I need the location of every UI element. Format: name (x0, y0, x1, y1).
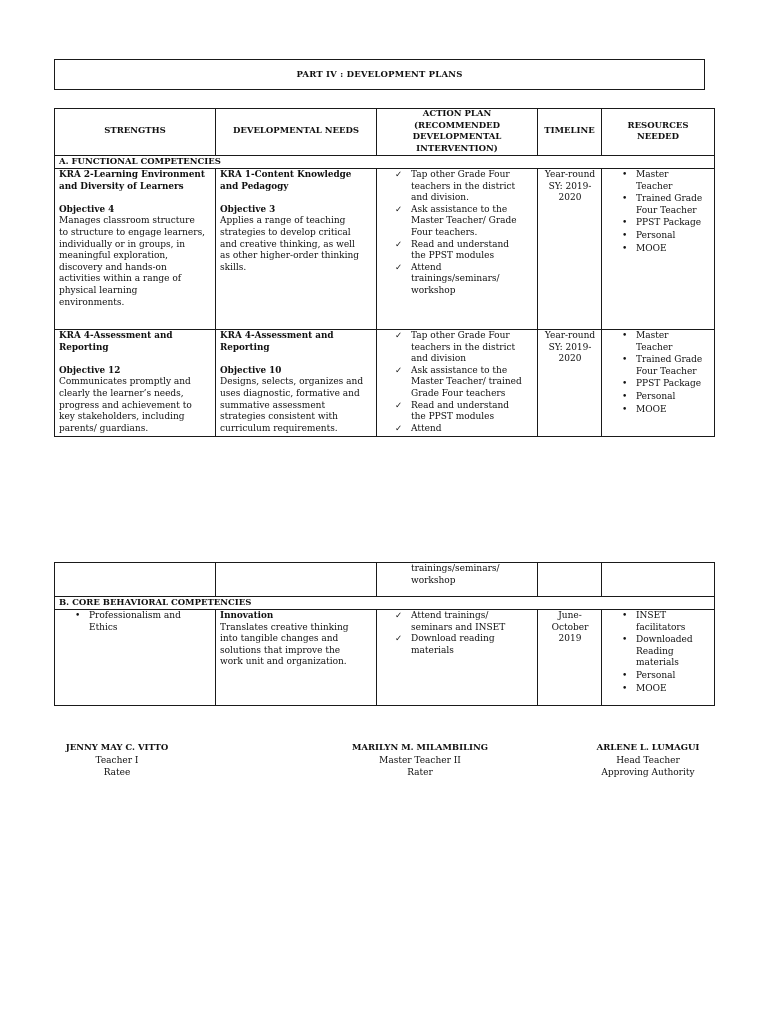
list-item (606, 331, 711, 354)
strength-cell (55, 169, 216, 330)
section-heading-functional-competencies: A. FUNCTIONAL COMPETENCIES (55, 156, 715, 169)
development-plan-table-continued (54, 562, 715, 706)
list-item (381, 634, 534, 657)
empty-cell (216, 563, 377, 597)
strength-description: Communicates promptly and clearly the learner’s needs, progress and achievement to key stakeholders, including parents/ guardians. (59, 377, 192, 434)
developmental-need-cell (216, 169, 377, 330)
signatory-approving-authority (548, 742, 748, 780)
resource-item-text: PPST Package (636, 379, 702, 390)
checkmark-icon (395, 634, 402, 646)
strength-objective: Objective 12 (59, 365, 121, 376)
bullet-icon (75, 611, 80, 623)
list-item (606, 611, 711, 634)
list-item (606, 635, 711, 670)
timeline-text: June- October 2019 (551, 611, 589, 645)
resources-cell (602, 330, 715, 437)
list-item (381, 240, 534, 263)
table-row-continuation (55, 563, 715, 597)
resource-item-text: Master Teacher (636, 170, 673, 192)
resource-item-text: INSET facilitators (636, 611, 686, 633)
bullet-icon (622, 355, 627, 367)
action-plan-cell (377, 563, 538, 597)
table-row (55, 610, 715, 706)
signatory-role: Approving Authority (601, 768, 695, 778)
resource-item-text: Personal (636, 391, 676, 402)
table-row (55, 330, 715, 437)
bullet-icon (622, 635, 627, 647)
need-description: Applies a range of teaching strategies to develop critical and creative thinking, as well as other higher-order thinking skills. (220, 216, 360, 273)
list-item (606, 170, 711, 193)
strength-cell (55, 610, 216, 706)
bullet-icon (622, 331, 627, 343)
action-plan-list (381, 331, 534, 435)
section-row-core (55, 597, 715, 610)
header-strengths: STRENGTHS (55, 109, 216, 156)
signatory-role: Rater (407, 768, 433, 778)
resources-list (606, 170, 711, 255)
empty-cell (602, 563, 715, 597)
signatory-position: Teacher I (95, 755, 139, 766)
checkmark-icon (395, 240, 402, 252)
list-item (381, 401, 534, 424)
timeline-text: Year-round SY: 2019- 2020 (544, 331, 596, 365)
action-plan-list (381, 611, 534, 657)
list-item (606, 379, 711, 391)
resources-list (606, 331, 711, 416)
resource-item-text: Master Teacher (636, 331, 673, 353)
strength-item-text: Professionalism and Ethics (89, 611, 181, 633)
checkmark-icon (395, 366, 402, 378)
action-plan-item-text: Read and understand the PPST modules (411, 239, 510, 262)
need-objective: Objective 3 (220, 204, 276, 215)
resource-item-text: Personal (636, 670, 676, 681)
checkmark-icon (395, 205, 402, 217)
action-plan-continued-text: trainings/seminars/ workshop (411, 564, 500, 586)
resource-item-text: MOOE (636, 243, 667, 254)
bullet-icon (622, 170, 627, 182)
checkmark-icon (395, 424, 402, 436)
strength-cell (55, 330, 216, 437)
list-item (381, 424, 534, 436)
header-action-plan: ACTION PLAN (RECOMMENDED DEVELOPMENTAL INTERVENTION) (377, 109, 538, 156)
resources-cell (602, 169, 715, 330)
list-item (606, 355, 711, 378)
checkmark-icon (395, 170, 402, 182)
bullet-icon (622, 244, 627, 256)
action-plan-item-text: Ask assistance to the Master Teacher/ Grade Four teachers. (411, 204, 517, 238)
strength-objective: Objective 4 (59, 204, 115, 215)
bullet-icon (622, 194, 627, 206)
action-plan-item-text: Read and understand the PPST modules (411, 400, 510, 423)
timeline-cell (538, 330, 602, 437)
need-kra: KRA 4-Assessment and Reporting (220, 331, 334, 353)
bullet-icon (622, 218, 627, 230)
developmental-need-cell (216, 330, 377, 437)
signatory-name: JENNY MAY C. VITTO (65, 743, 169, 753)
header-resources-needed: RESOURCES NEEDED (602, 109, 715, 156)
bullet-icon (622, 405, 627, 417)
action-plan-list (381, 170, 534, 298)
signatory-position: Head Teacher (616, 755, 680, 766)
resources-list (606, 611, 711, 695)
action-plan-item-text: Download reading materials (411, 634, 495, 656)
need-description: Designs, selects, organizes and uses diagnostic, formative and summative assessment strategies consistent with curriculum requirements. (220, 377, 364, 434)
empty-cell (538, 563, 602, 597)
action-plan-item-text: Tap other Grade Four teachers in the district and division (411, 331, 516, 365)
list-item (606, 194, 711, 217)
strength-kra: KRA 4-Assessment and Reporting (59, 331, 173, 353)
need-description: Translates creative thinking into tangible changes and solutions that improve the work unit and organization. (220, 622, 349, 668)
page-title-box (54, 59, 705, 90)
list-item (606, 684, 711, 696)
list-item (381, 366, 534, 401)
action-plan-cell (377, 330, 538, 437)
signatory-role: Ratee (103, 768, 131, 778)
action-plan-item-text: Attend (411, 423, 442, 434)
resource-item-text: Trained Grade Four Teacher (636, 194, 703, 216)
signatory-ratee (17, 742, 217, 780)
need-title: Innovation (220, 611, 274, 621)
empty-cell (55, 563, 216, 597)
bullet-icon (622, 231, 627, 243)
table-header-row (55, 109, 715, 156)
timeline-cell (538, 169, 602, 330)
list-item (606, 405, 711, 417)
action-plan-item-text: Attend trainings/ seminars and INSET (411, 611, 506, 633)
list-item (59, 611, 212, 634)
signatory-name: MARILYN M. MILAMBILING (351, 743, 489, 753)
checkmark-icon (395, 401, 402, 413)
need-kra: KRA 1-Content Knowledge and Pedagogy (220, 170, 352, 192)
bullet-icon (622, 684, 627, 696)
list-item (606, 671, 711, 683)
action-plan-item-text: Attend trainings/seminars/ workshop (411, 262, 500, 296)
checkmark-icon (395, 263, 402, 275)
list-item (606, 218, 711, 230)
action-plan-cell (377, 169, 538, 330)
bullet-icon (622, 671, 627, 683)
list-item (381, 611, 534, 634)
header-developmental-needs: DEVELOPMENTAL NEEDS (216, 109, 377, 156)
bullet-icon (622, 611, 627, 623)
section-row-functional (55, 156, 715, 169)
resource-item-text: MOOE (636, 404, 667, 415)
resource-item-text: Downloaded Reading materials (636, 635, 693, 669)
page-title: PART IV : DEVELOPMENT PLANS (296, 69, 463, 80)
strengths-list (59, 611, 212, 634)
strength-description: Manages classroom structure to structure to engage learners, individually or in groups, in meaningful exploration, discovery and hands-on activities within a range of physical learning environments. (59, 216, 206, 308)
header-timeline: TIMELINE (538, 109, 602, 156)
list-item (381, 170, 534, 205)
development-plan-table (54, 108, 715, 437)
resource-item-text: Personal (636, 230, 676, 241)
resources-cell (602, 610, 715, 706)
list-item (381, 331, 534, 366)
section-heading-core-behavioral-competencies: B. CORE BEHAVIORAL COMPETENCIES (55, 597, 715, 610)
checkmark-icon (395, 611, 402, 623)
strength-kra: KRA 2-Learning Environment and Diversity of Learners (59, 170, 205, 192)
action-plan-item-text: Ask assistance to the Master Teacher/ trained Grade Four teachers (411, 365, 522, 399)
signatory-position: Master Teacher II (379, 755, 461, 766)
list-item (606, 392, 711, 404)
action-plan-cell (377, 610, 538, 706)
list-item (381, 205, 534, 240)
timeline-cell (538, 610, 602, 706)
resource-item-text: PPST Package (636, 218, 702, 229)
signatory-rater (320, 742, 520, 780)
signatory-name: ARLENE L. LUMAGUI (596, 743, 700, 753)
resource-item-text: Trained Grade Four Teacher (636, 355, 703, 377)
bullet-icon (622, 392, 627, 404)
need-objective: Objective 10 (220, 365, 282, 376)
table-row (55, 169, 715, 330)
checkmark-icon (395, 331, 402, 343)
developmental-need-cell (216, 610, 377, 706)
list-item (381, 263, 534, 298)
list-item (606, 231, 711, 243)
list-item (606, 244, 711, 256)
timeline-text: Year-round SY: 2019- 2020 (544, 170, 596, 204)
resource-item-text: MOOE (636, 683, 667, 694)
bullet-icon (622, 379, 627, 391)
action-plan-item-text: Tap other Grade Four teachers in the district and division. (411, 170, 516, 204)
